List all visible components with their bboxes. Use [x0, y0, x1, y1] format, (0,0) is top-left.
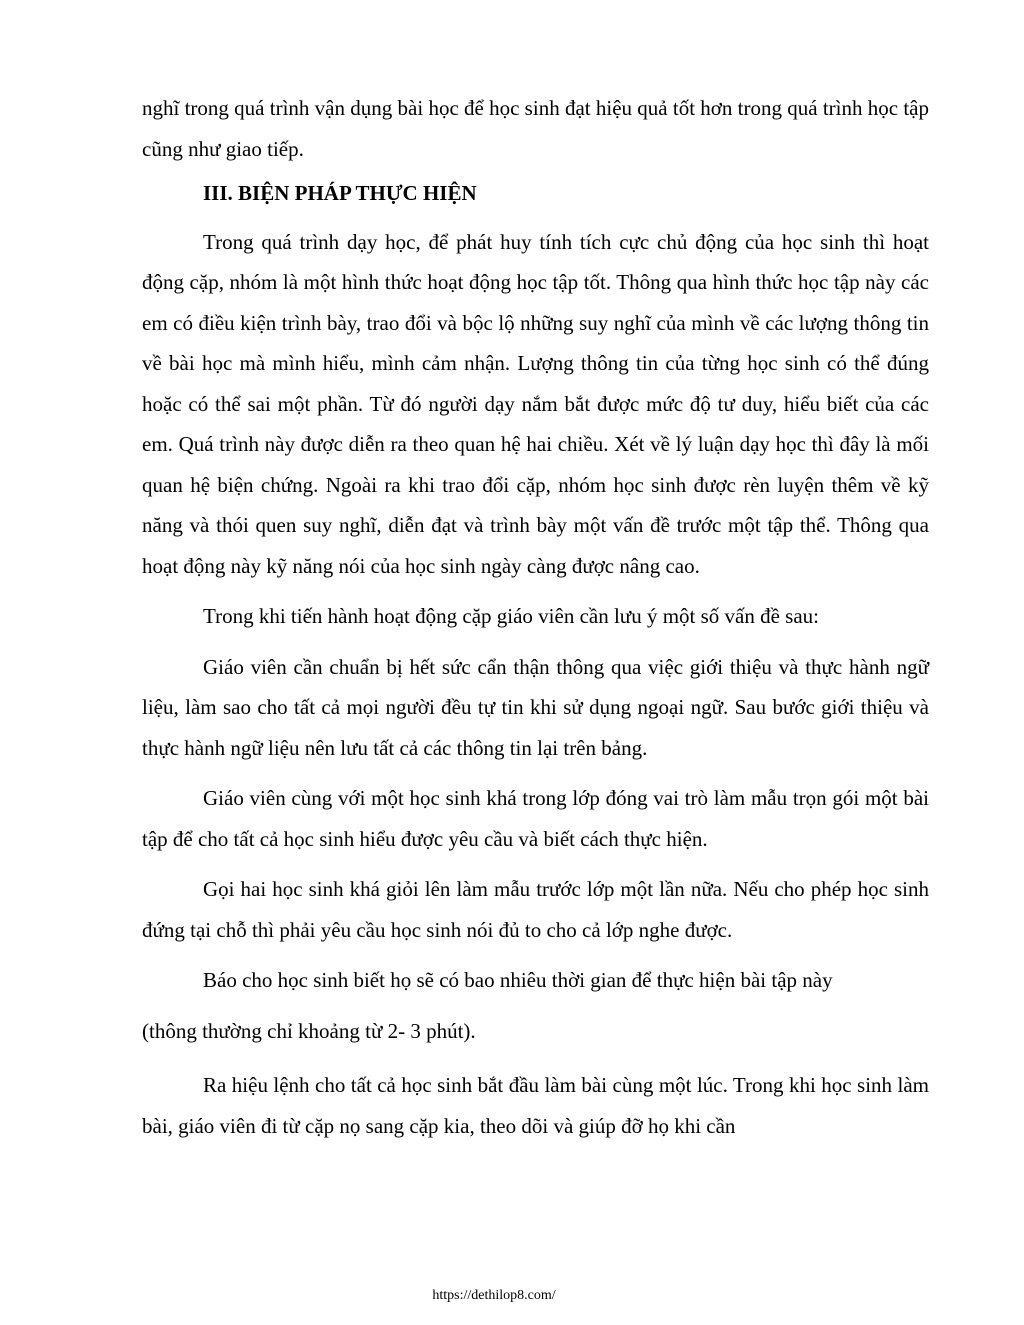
paragraph-start: Ra hiệu lệnh cho tất cả học sinh bắt đầu làm bài cùng một lúc. Trong khi học sinh làm bài, giáo viên đi từ cặp nọ sang cặp kia, theo dõi và giúp đỡ họ khi cần [142, 1073, 929, 1138]
paragraph-time: Báo cho học sinh biết họ sẽ có bao nhiêu thời gian để thực hiện bài tập này [203, 968, 833, 992]
paragraph-prepare: Giáo viên cần chuẩn bị hết sức cẩn thận thông qua việc giới thiệu và thực hành ngữ liệu, làm sao cho tất cả mọi người đều tự tin khi sử dụng ngoại ngữ. Sau bước giới thiệu và thực hành ngữ liệu nên lưu tất cả các thông tin lại trên bảng. [142, 654, 929, 760]
paragraph-demo: Gọi hai học sinh khá giỏi lên làm mẫu trước lớp một lần nữa. Nếu cho phép học sinh đứng tại chỗ thì phải yêu cầu học sinh nói đủ to cho cả lớp nghe được. [142, 877, 929, 942]
paragraph-model: Giáo viên cùng với một học sinh khá trong lớp đóng vai trò làm mẫu trọn gói một bài tập để cho tất cả học sinh hiểu được yêu cầu và biết cách thực hiện. [142, 786, 929, 851]
paragraph-notes-lead: Trong khi tiến hành hoạt động cặp giáo viên cần lưu ý một số vấn đề sau: [203, 604, 820, 628]
section-heading: III. BIỆN PHÁP THỰC HIỆN [203, 181, 477, 205]
footer-url[interactable]: https://dethilop8.com/ [432, 1288, 556, 1303]
paragraph-time-note: (thông thường chỉ khoảng từ 2- 3 phút). [142, 1018, 476, 1043]
document-page [142, 88, 929, 1146]
paragraph-continued: nghĩ trong quá trình vận dụng bài học để học sinh đạt hiệu quả tốt hơn trong quá trình học tập cũng như giao tiếp. [142, 96, 929, 161]
paragraph-intro: Trong quá trình dạy học, để phát huy tính tích cực chủ động của học sinh thì hoạt động cặp, nhóm là một hình thức hoạt động học tập tốt. Thông qua hình thức học tập này các em có điều kiện trình bày, trao đổi và bộc lộ những suy nghĩ của mình về các lượng thông tin về bài học mà mình hiểu, mình cảm nhận. Lượng thông tin của từng học sinh có thể đúng hoặc có thể sai một phần. Từ đó người dạy nắm bắt được mức độ tư duy, hiểu biết của các em. Quá trình này được diễn ra theo quan hệ hai chiều. Xét về lý luận dạy học thì đây là mối quan hệ biện chứng. Ngoài ra khi trao đổi cặp, nhóm học sinh được rèn luyện thêm về kỹ năng và thói quen suy nghĩ, diễn đạt và trình bày một vấn đề trước một tập thể. Thông qua hoạt động này kỹ năng nói của học sinh ngày càng được nâng cao. [142, 229, 929, 578]
